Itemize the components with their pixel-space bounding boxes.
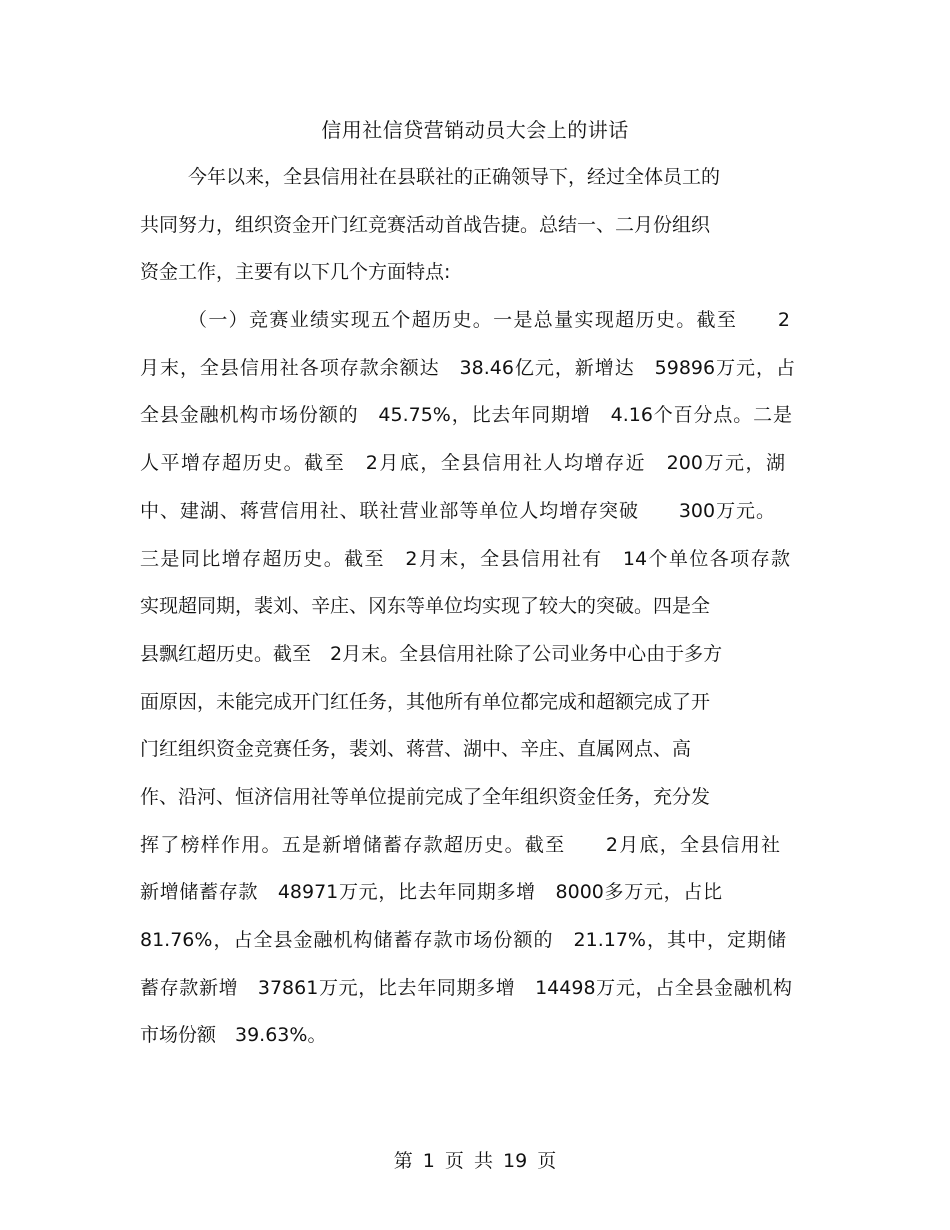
paragraph-line: 面原因，未能完成开门红任务，其他所有单位都完成和超额完成了开 [140, 691, 711, 713]
paragraph-line: 实现超同期，裴刘、辛庄、冈东等单位均实现了较大的突破。四是全 [140, 595, 711, 617]
paragraph-line: 全县金融机构市场份额的 45.75%，比去年同期增 4.16个百分点。二是 [140, 404, 792, 426]
paragraph-line: 今年以来，全县信用社在县联社的正确领导下，经过全体员工的 [188, 166, 721, 188]
paragraph-line: 作、沿河、恒济信用社等单位提前完成了全年组织资金任务，充分发 [140, 786, 711, 808]
paragraph-line: 县飘红超历史。截至 2月末。全县信用社除了公司业务中心由于多方 [140, 643, 723, 665]
paragraph-line: 三是同比增存超历史。截至 2月末，全县信用社有 14个单位各项存款 [140, 548, 790, 570]
paragraph-line: 人平增存超历史。截至 2月底，全县信用社人均增存近 200万元，湖 [140, 452, 785, 474]
paragraph-line: 新增储蓄存款 48971万元，比去年同期多增 8000多万元，占比 [140, 881, 722, 903]
paragraph-line: 门红组织资金竞赛任务，裴刘、蒋营、湖中、辛庄、直属网点、高 [140, 738, 692, 760]
paragraph-line: 挥了榜样作用。五是新增储蓄存款超历史。截至 2月底，全县信用社 [140, 834, 780, 856]
page-number-footer: 第 1 页 共 19 页 [393, 1150, 557, 1172]
paragraph-line: 共同努力，组织资金开门红竞赛活动首战告捷。总结一、二月份组织 [140, 214, 711, 236]
paragraph-line: 资金工作，主要有以下几个方面特点: [140, 261, 451, 283]
paragraph-line: 81.76%，占全县金融机构储蓄存款市场份额的 21.17%，其中，定期储 [140, 929, 786, 951]
paragraph-line: 中、建湖、蒋营信用社、联社营业部等单位人均增存突破 300万元。 [140, 500, 775, 522]
document-title: 信用社信贷营销动员大会上的讲话 [321, 118, 629, 142]
paragraph-line: 月末，全县信用社各项存款余额达 38.46亿元，新增达 59896万元，占 [140, 357, 795, 379]
paragraph-line: 市场份额 39.63%。 [140, 1024, 327, 1046]
paragraph-line: 蓄存款新增 37861万元，比去年同期多增 14498万元，占全县金融机构 [140, 977, 792, 999]
paragraph-line: （一）竞赛业绩实现五个超历史。一是总量实现超历史。截至 2 [188, 309, 790, 331]
